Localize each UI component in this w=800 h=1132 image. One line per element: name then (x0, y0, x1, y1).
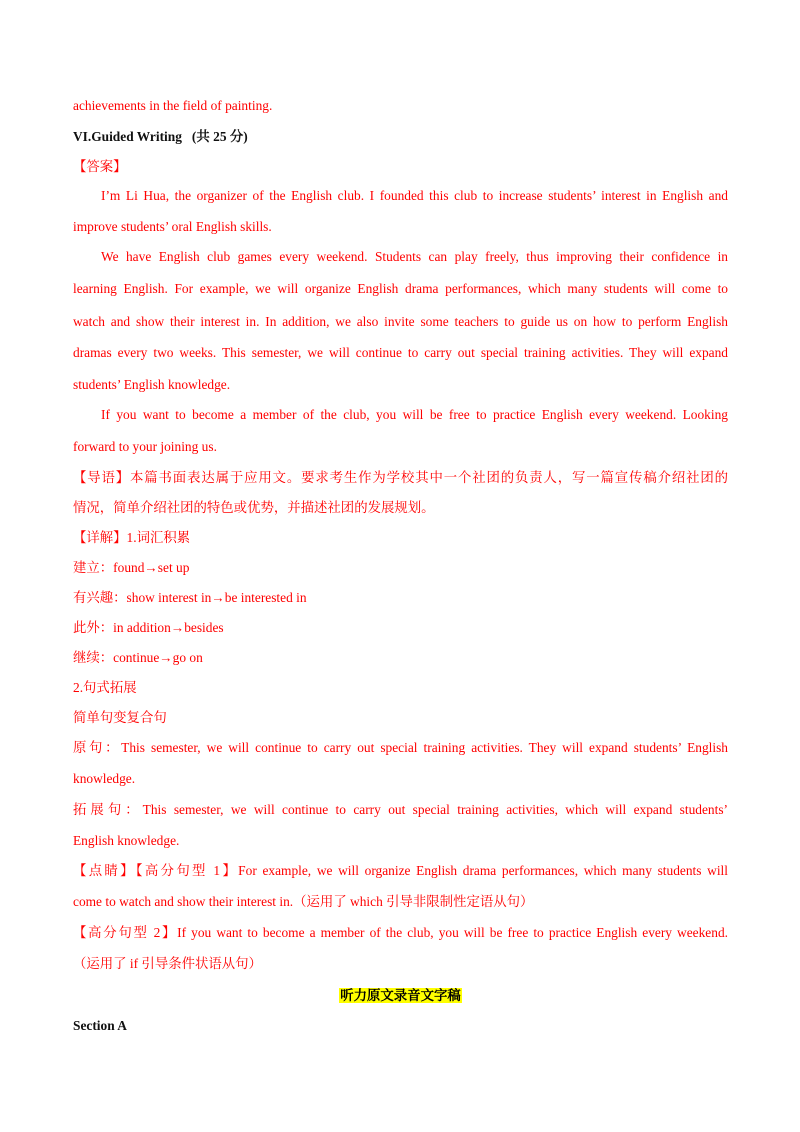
detail-heading: 【详解】1.词汇积累 (73, 530, 191, 545)
sentence-subheading: 简单句变复合句 (73, 710, 167, 725)
essay-line: We have English club games every weekend. Students can play freely, thus improving their confidence in (101, 249, 728, 264)
transcript-title: 听力原文录音文字稿 (340, 988, 461, 1003)
guide-text: 【导语】本篇书面表达属于应用文。要求考生作为学校其中一个社团的负责人，写一篇宣传稿介绍社团的 (73, 470, 728, 485)
highlight-sentence: 【高分句型 2】If you want to become a member of the club, you will be free to practice English every weekend. (73, 925, 728, 940)
essay-line: dramas every two weeks. This semester, we will continue to carry out special training activities. They will expand (73, 345, 728, 360)
vocab-item: 有兴趣：show interest in→be interested in (73, 590, 307, 605)
vocab-item: 继续：continue→go on (73, 650, 203, 665)
essay-line: students’ English knowledge. (73, 377, 231, 392)
answer-label: 【答案】 (73, 159, 127, 174)
highlight-sentence: come to watch and show their interest in.（运用了 which 引导非限制性定语从句） (73, 894, 534, 909)
guide-text: 情况，简单介绍社团的特色或优势，并描述社团的发展规划。 (73, 500, 435, 515)
highlight-sentence: 【点睛】【高分句型 1】For example, we will organize English drama performances, which many students will (73, 863, 728, 878)
section-a-heading: Section A (73, 1018, 127, 1033)
vocab-item: 建立：found→set up (73, 560, 190, 575)
essay-line: If you want to become a member of the club, you will be free to practice English every weekend. Looking (101, 407, 728, 422)
expanded-sentence: English knowledge. (73, 833, 180, 848)
essay-line: forward to your joining us. (73, 439, 217, 454)
original-sentence: 原句：This semester, we will continue to carry out special training activities. They will expand students’ English (73, 740, 728, 755)
highlight-sentence: （运用了 if 引导条件状语从句） (73, 956, 262, 971)
original-sentence: knowledge. (73, 771, 136, 786)
transcript-title-row (73, 986, 728, 1006)
vocab-item: 此外：in addition→besides (73, 620, 224, 635)
expanded-sentence: 拓展句：This semester, we will continue to carry out special training activities, which will expand students’ (73, 802, 728, 817)
section-heading-guided-writing: VI.Guided Writing (共 25 分) (73, 129, 248, 144)
essay-line: learning English. For example, we will organize English drama performances, which many students will come to (73, 281, 728, 296)
essay-line: I’m Li Hua, the organizer of the English club. I founded this club to increase students’ interest in English and (101, 188, 728, 203)
prev-answer-tail: achievements in the field of painting. (73, 98, 273, 113)
essay-line: watch and show their interest in. In addition, we also invite some teachers to guide us on how to perform English (73, 314, 728, 329)
essay-line: improve students’ oral English skills. (73, 219, 272, 234)
sentence-heading: 2.句式拓展 (73, 680, 137, 695)
